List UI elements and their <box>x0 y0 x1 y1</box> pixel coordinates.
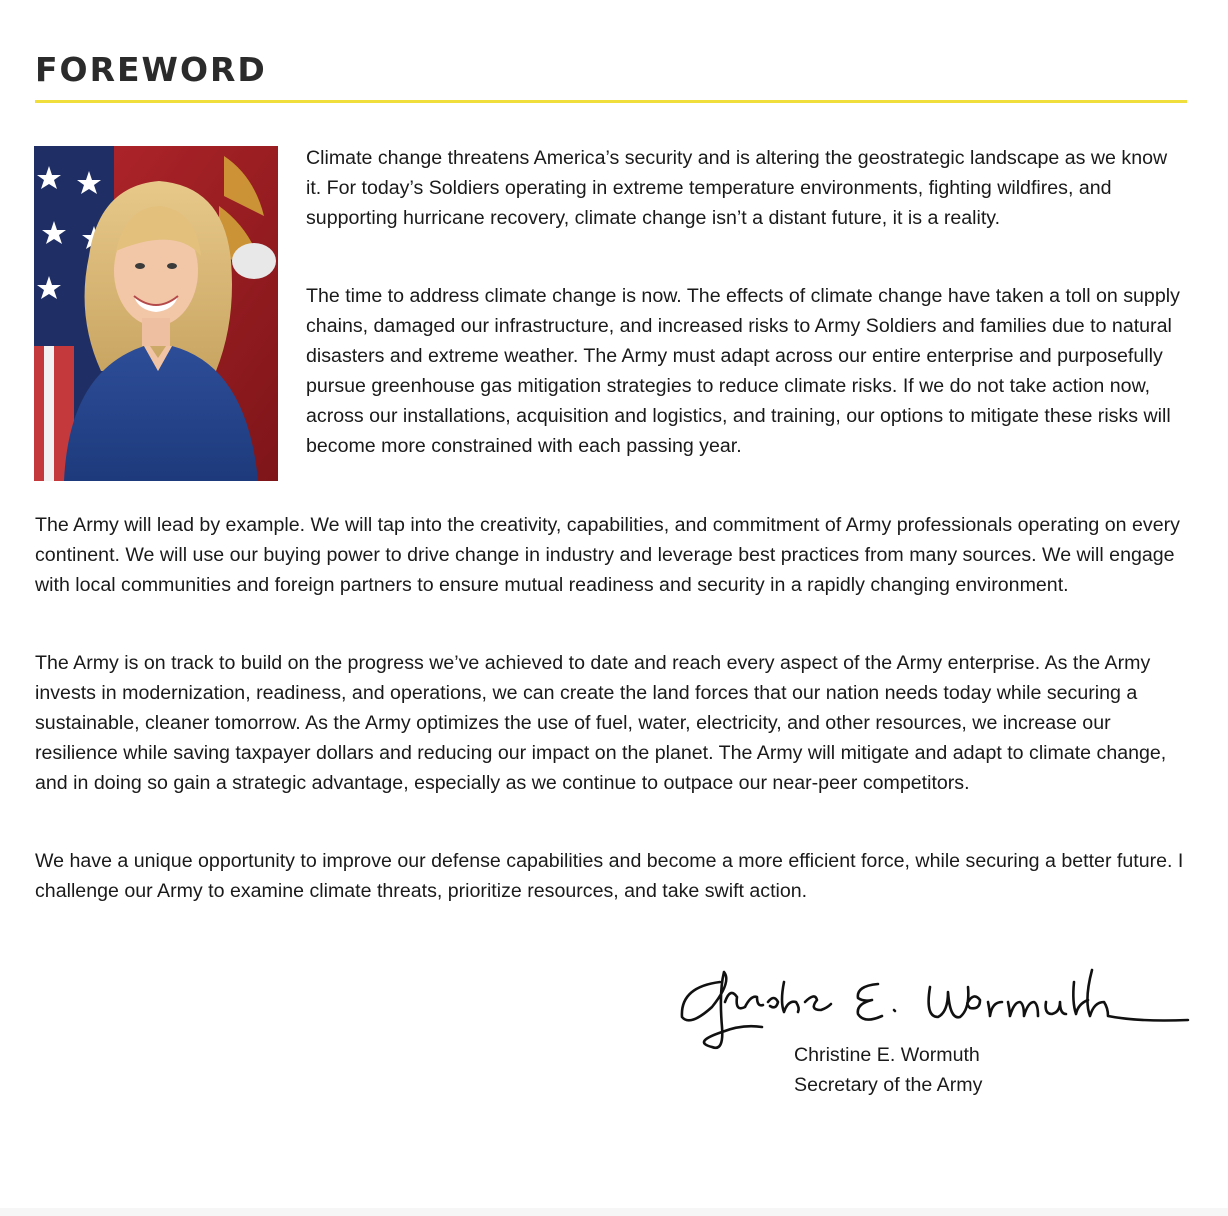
title-divider <box>35 100 1187 103</box>
signatory-name: Christine E. Wormuth <box>794 1044 980 1066</box>
handwritten-signature-icon <box>680 962 1190 1052</box>
paragraph-1: Climate change threatens America’s security and is altering the geostrategic landscape as we know it. For today’s Soldiers operating in extreme temperature environments, fighting wildfires, and supporting hurricane recovery, climate change isn’t a distant future, it is a reality. <box>306 147 1168 229</box>
page-bottom-edge <box>0 1208 1228 1216</box>
paragraph-4: The Army is on track to build on the progress we’ve achieved to date and reach every aspect of the Army enterprise. As the Army invests in modernization, readiness, and operations, we can create the land forces that our nation needs today while securing a sustainable, cleaner tomorrow. As the Army optimizes the use of fuel, water, electricity, and other resources, we increase our resilience while saving taxpayer dollars and reducing our impact on the planet. The Army will mitigate and adapt to climate change, and in doing so gain a strategic advantage, especially as we continue to outpace our near-peer competitors. <box>35 652 1167 794</box>
paragraph-2: The time to address climate change is now. The effects of climate change have taken a toll on supply chains, damaged our infrastructure, and increased risks to Army Soldiers and families due to natural disasters and extreme weather. The Army must adapt across our entire enterprise and purposefully pursue greenhouse gas mitigation strategies to reduce climate risks. If we do not take action now, across our installations, acquisition and logistics, and training, our options to mitigate these risks will become more constrained with each passing year. <box>306 285 1180 457</box>
paragraph-3: The Army will lead by example. We will tap into the creativity, capabilities, and commitment of Army professionals operating on every continent. We will use our buying power to drive change in industry and leverage best practices from many sources. We will engage with local communities and foreign partners to ensure mutual readiness and security in a rapidly changing environment. <box>35 514 1180 596</box>
page-title: FOREWORD <box>35 50 267 89</box>
signatory-title: Secretary of the Army <box>794 1074 983 1096</box>
paragraph-5: We have a unique opportunity to improve our defense capabilities and become a more efficient force, while securing a better future. I challenge our Army to examine climate threats, prioritize resources, and take swift action. <box>35 850 1184 902</box>
portrait-photo-icon <box>34 146 278 481</box>
